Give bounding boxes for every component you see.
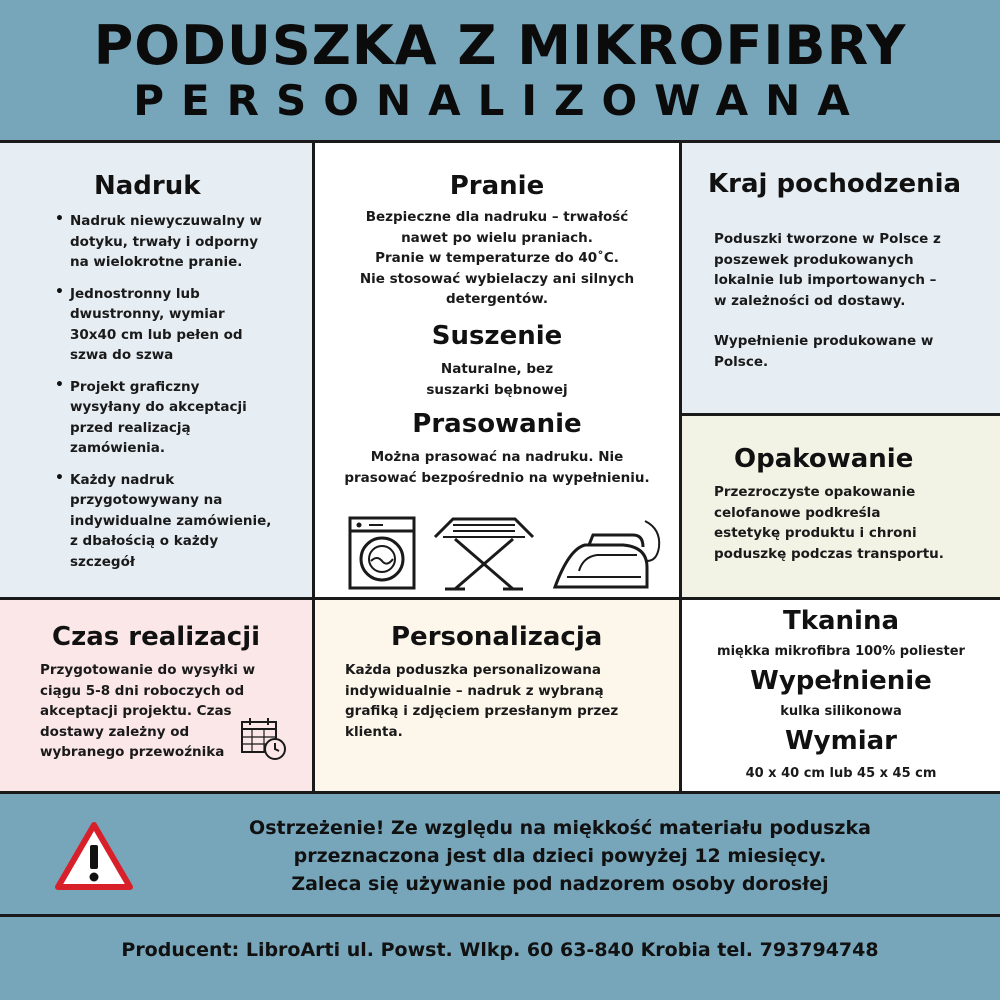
opakowanie-heading: Opakowanie bbox=[734, 444, 914, 474]
opakowanie-line: poduszkę podczas transportu. bbox=[714, 545, 944, 562]
bullet-line: Projekt graficzny bbox=[70, 378, 200, 395]
producer-text: Producent: LibroArti ul. Powst. Wlkp. 60 63-840 Krobia tel. 793794748 bbox=[121, 939, 879, 961]
personalizacja-line: Każda poduszka personalizowana bbox=[345, 662, 601, 678]
nadruk-section bbox=[0, 143, 312, 597]
bullet-line: na wielokrotne pranie. bbox=[70, 254, 243, 270]
bullet-line: Jednostronny lub bbox=[70, 285, 200, 302]
list-item bbox=[52, 211, 302, 273]
kraj-line: Polsce. bbox=[714, 353, 769, 370]
czas-section bbox=[0, 600, 312, 791]
pranie-section bbox=[315, 143, 679, 597]
prasowanie-line: Można prasować na nadruku. Nie bbox=[370, 449, 624, 465]
pranie-line: Nie stosować wybielaczy ani silnych bbox=[359, 270, 635, 287]
pranie-line: nawet po wielu praniach. bbox=[401, 229, 593, 246]
warning-section bbox=[0, 794, 1000, 914]
wymiar-value: 40 x 40 cm lub 45 x 45 cm bbox=[745, 766, 937, 781]
specs-section bbox=[682, 600, 1000, 791]
warning-line: Ostrzeżenie! Ze względu na miękkość materiału poduszka bbox=[249, 817, 871, 839]
opakowanie-text bbox=[714, 482, 944, 564]
prasowanie-heading: Prasowanie bbox=[412, 409, 582, 439]
warning-triangle-icon bbox=[54, 821, 134, 891]
nadruk-bullet-list bbox=[52, 211, 302, 572]
suszenie-heading: Suszenie bbox=[431, 321, 563, 351]
iron-icon bbox=[549, 515, 669, 591]
header bbox=[0, 0, 1000, 140]
opakowanie-line: Przezroczyste opakowanie bbox=[714, 484, 916, 500]
warning-text bbox=[140, 814, 980, 898]
bullet-line: przed realizacją bbox=[70, 419, 191, 436]
opakowanie-section bbox=[682, 416, 1000, 597]
suszenie-line: Naturalne, bez bbox=[440, 361, 554, 377]
kraj-line: Wypełnienie produkowane w bbox=[714, 333, 934, 349]
czas-line: ciągu 5-8 dni roboczych od bbox=[40, 682, 245, 699]
bullet-line: wysyłany do akceptacji bbox=[70, 399, 247, 415]
suszenie-line: suszarki bębnowej bbox=[426, 381, 568, 398]
list-item bbox=[52, 470, 302, 573]
kraj-line: poszewek produkowanych bbox=[714, 251, 914, 268]
personalizacja-heading: Personalizacja bbox=[391, 622, 603, 652]
pranie-line: Bezpieczne dla nadruku – trwałość bbox=[365, 209, 629, 225]
washing-machine-icon bbox=[347, 515, 417, 591]
bullet-line: dotyku, trwały i odporny bbox=[70, 233, 259, 250]
czas-line: Przygotowanie do wysyłki w bbox=[40, 662, 256, 678]
drying-rack-icon bbox=[431, 515, 537, 591]
czas-text bbox=[40, 660, 255, 763]
personalizacja-section bbox=[315, 600, 679, 791]
bullet-icon: • bbox=[55, 469, 64, 486]
page-subtitle: PERSONALIZOWANA bbox=[133, 76, 867, 125]
kraj-line: lokalnie lub importowanych – bbox=[714, 272, 937, 288]
pranie-line: detergentów. bbox=[446, 291, 548, 307]
tkanina-value: miękka mikrofibra 100% poliester bbox=[717, 644, 965, 659]
bullet-line: dwustronny, wymiar bbox=[70, 306, 225, 322]
kraj-text bbox=[714, 229, 941, 372]
czas-line: akceptacji projektu. Czas bbox=[40, 703, 232, 719]
bullet-line: szczegół bbox=[70, 553, 135, 570]
opakowanie-line: celofanowe podkreśla bbox=[714, 504, 881, 521]
bullet-icon: • bbox=[55, 376, 64, 393]
prasowanie-text bbox=[315, 447, 679, 488]
opakowanie-line: estetykę produktu i chroni bbox=[714, 525, 917, 541]
bullet-line: Nadruk niewyczuwalny w bbox=[70, 213, 262, 229]
page-title: PODUSZKA Z MIKROFIBRY bbox=[93, 14, 907, 77]
bullet-line: 30x40 cm lub pełen od bbox=[70, 326, 243, 343]
warning-line: przeznaczona jest dla dzieci powyżej 12 miesięcy. bbox=[293, 845, 827, 867]
czas-line: dostawy zależny od bbox=[40, 723, 190, 740]
bullet-line: z dbałością o każdy bbox=[70, 533, 219, 549]
kraj-section bbox=[682, 143, 1000, 413]
suszenie-text bbox=[315, 359, 679, 400]
kraj-line: Poduszki tworzone w Polsce z bbox=[714, 231, 941, 247]
bullet-icon: • bbox=[55, 211, 64, 227]
list-item bbox=[52, 284, 302, 366]
wymiar-heading: Wymiar bbox=[785, 726, 897, 756]
bullet-line: indywidualne zamówienie, bbox=[70, 512, 272, 529]
czas-heading: Czas realizacji bbox=[52, 622, 261, 652]
personalizacja-line: grafiką i zdjęciem przesłanym przez bbox=[345, 703, 619, 719]
pranie-line: Pranie w temperaturze do 40˚C. bbox=[375, 250, 619, 266]
bullet-line: zamówienia. bbox=[70, 440, 166, 456]
calendar-clock-icon bbox=[240, 716, 288, 762]
personalizacja-line: klienta. bbox=[345, 723, 403, 740]
personalizacja-text bbox=[345, 660, 618, 742]
kraj-heading: Kraj pochodzenia bbox=[708, 169, 962, 199]
tkanina-heading: Tkanina bbox=[782, 606, 900, 636]
pranie-heading: Pranie bbox=[449, 171, 545, 201]
wypelnienie-value: kulka silikonowa bbox=[780, 704, 902, 719]
bullet-line: szwa do szwa bbox=[70, 347, 174, 363]
bullet-line: Każdy nadruk bbox=[70, 471, 175, 488]
personalizacja-line: indywidualnie – nadruk z wybraną bbox=[345, 682, 604, 699]
pranie-text bbox=[315, 207, 679, 310]
bullet-line: przygotowywany na bbox=[70, 492, 223, 508]
prasowanie-line: prasować bezpośrednio na wypełnieniu. bbox=[344, 469, 650, 486]
bullet-icon: • bbox=[55, 283, 64, 300]
czas-line: wybranego przewoźnika bbox=[40, 744, 225, 760]
producer-section bbox=[0, 917, 1000, 1000]
wypelnienie-heading: Wypełnienie bbox=[750, 666, 932, 696]
nadruk-heading: Nadruk bbox=[94, 171, 201, 201]
kraj-line: w zależności od dostawy. bbox=[714, 292, 906, 309]
warning-line: Zaleca się używanie pod nadzorem osoby dorosłej bbox=[291, 873, 829, 895]
list-item bbox=[52, 377, 302, 459]
